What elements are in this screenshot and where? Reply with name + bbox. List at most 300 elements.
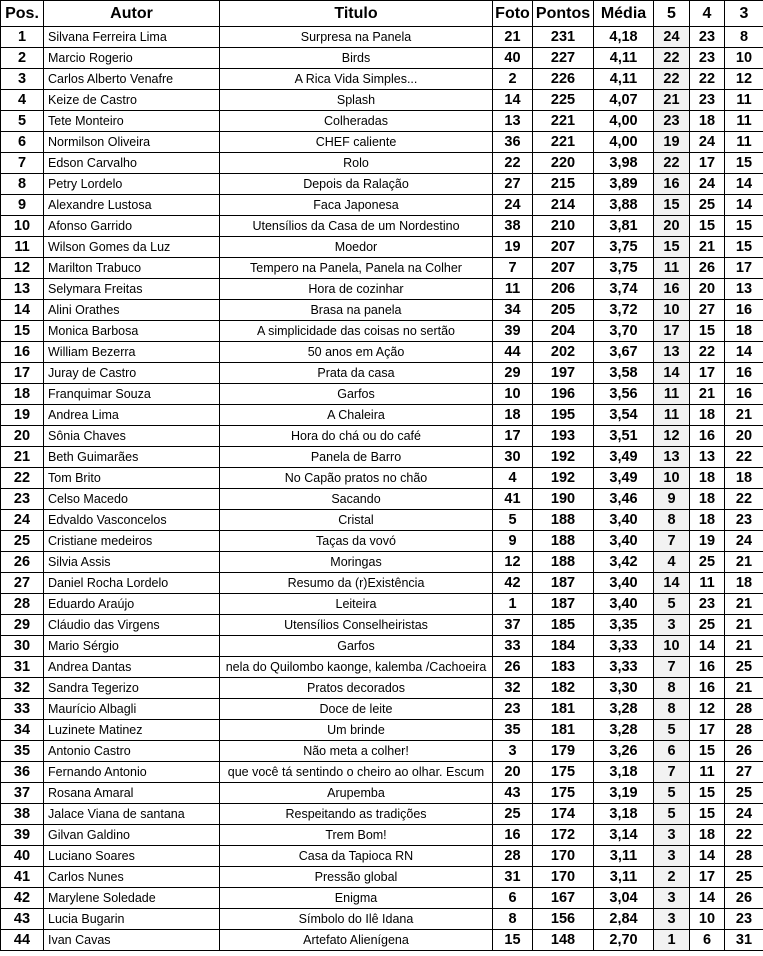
cell-foto: 18 <box>493 405 533 426</box>
cell-media: 3,33 <box>594 636 654 657</box>
cell-pos: 9 <box>1 195 44 216</box>
cell-autor: Marylene Soledade <box>44 888 220 909</box>
cell-pos: 19 <box>1 405 44 426</box>
header-votes-5: 5 <box>654 1 690 27</box>
table-row <box>1 426 763 447</box>
cell-autor: Beth Guimarães <box>44 447 220 468</box>
cell-votes-4: 12 <box>690 699 725 720</box>
cell-pontos: 156 <box>533 909 594 930</box>
cell-votes-5: 13 <box>654 447 690 468</box>
cell-votes-3: 21 <box>725 405 763 426</box>
cell-votes-3: 17 <box>725 258 763 279</box>
cell-votes-5: 3 <box>654 888 690 909</box>
cell-votes-5: 5 <box>654 594 690 615</box>
table-row <box>1 636 763 657</box>
cell-titulo: Utensílios Conselheiristas <box>220 615 493 636</box>
cell-media: 3,67 <box>594 342 654 363</box>
cell-pos: 11 <box>1 237 44 258</box>
cell-votes-5: 3 <box>654 825 690 846</box>
cell-titulo: Enigma <box>220 888 493 909</box>
cell-votes-3: 21 <box>725 615 763 636</box>
cell-votes-4: 17 <box>690 153 725 174</box>
table-row <box>1 321 763 342</box>
cell-autor: Gilvan Galdino <box>44 825 220 846</box>
cell-pos: 40 <box>1 846 44 867</box>
cell-votes-4: 6 <box>690 930 725 951</box>
cell-pos: 25 <box>1 531 44 552</box>
cell-votes-4: 18 <box>690 825 725 846</box>
cell-votes-5: 10 <box>654 636 690 657</box>
cell-votes-4: 17 <box>690 720 725 741</box>
cell-pontos: 202 <box>533 342 594 363</box>
table-row <box>1 657 763 678</box>
table-row <box>1 909 763 930</box>
table-row <box>1 552 763 573</box>
cell-media: 3,58 <box>594 363 654 384</box>
cell-votes-5: 20 <box>654 216 690 237</box>
cell-pos: 28 <box>1 594 44 615</box>
cell-pontos: 188 <box>533 531 594 552</box>
cell-autor: Daniel Rocha Lordelo <box>44 573 220 594</box>
cell-media: 3,11 <box>594 846 654 867</box>
cell-titulo: Leiteira <box>220 594 493 615</box>
cell-titulo: Surpresa na Panela <box>220 27 493 48</box>
cell-votes-4: 18 <box>690 468 725 489</box>
cell-votes-4: 22 <box>690 69 725 90</box>
cell-pos: 14 <box>1 300 44 321</box>
cell-votes-4: 25 <box>690 195 725 216</box>
cell-media: 3,35 <box>594 615 654 636</box>
cell-autor: Cristiane medeiros <box>44 531 220 552</box>
cell-votes-4: 15 <box>690 216 725 237</box>
cell-votes-5: 5 <box>654 783 690 804</box>
cell-pos: 16 <box>1 342 44 363</box>
cell-titulo: Pressão global <box>220 867 493 888</box>
cell-votes-5: 2 <box>654 867 690 888</box>
cell-titulo: Pratos decorados <box>220 678 493 699</box>
cell-pos: 5 <box>1 111 44 132</box>
cell-pontos: 231 <box>533 27 594 48</box>
cell-votes-4: 18 <box>690 405 725 426</box>
cell-votes-3: 28 <box>725 846 763 867</box>
cell-votes-5: 10 <box>654 468 690 489</box>
cell-votes-4: 23 <box>690 27 725 48</box>
cell-votes-5: 13 <box>654 342 690 363</box>
cell-media: 3,72 <box>594 300 654 321</box>
header-media: Média <box>594 1 654 27</box>
cell-autor: Luciano Soares <box>44 846 220 867</box>
table-row <box>1 111 763 132</box>
cell-pontos: 210 <box>533 216 594 237</box>
cell-foto: 7 <box>493 258 533 279</box>
cell-votes-5: 19 <box>654 132 690 153</box>
cell-media: 3,26 <box>594 741 654 762</box>
cell-titulo: Splash <box>220 90 493 111</box>
cell-pontos: 192 <box>533 447 594 468</box>
table-row <box>1 216 763 237</box>
cell-votes-3: 26 <box>725 741 763 762</box>
cell-autor: Antonio Castro <box>44 741 220 762</box>
table-row <box>1 741 763 762</box>
cell-pos: 27 <box>1 573 44 594</box>
cell-pos: 43 <box>1 909 44 930</box>
cell-foto: 21 <box>493 27 533 48</box>
cell-titulo: Não meta a colher! <box>220 741 493 762</box>
cell-media: 3,56 <box>594 384 654 405</box>
cell-foto: 39 <box>493 321 533 342</box>
cell-media: 3,18 <box>594 762 654 783</box>
cell-autor: Fernando Antonio <box>44 762 220 783</box>
cell-pos: 34 <box>1 720 44 741</box>
cell-pos: 26 <box>1 552 44 573</box>
table-row <box>1 510 763 531</box>
cell-votes-4: 14 <box>690 846 725 867</box>
cell-media: 3,70 <box>594 321 654 342</box>
cell-foto: 30 <box>493 447 533 468</box>
cell-foto: 36 <box>493 132 533 153</box>
cell-pontos: 195 <box>533 405 594 426</box>
table-row <box>1 300 763 321</box>
cell-pontos: 226 <box>533 69 594 90</box>
cell-media: 3,98 <box>594 153 654 174</box>
table-row <box>1 678 763 699</box>
cell-votes-4: 19 <box>690 531 725 552</box>
cell-foto: 17 <box>493 426 533 447</box>
cell-pontos: 172 <box>533 825 594 846</box>
cell-votes-3: 12 <box>725 69 763 90</box>
cell-pos: 24 <box>1 510 44 531</box>
cell-pos: 23 <box>1 489 44 510</box>
cell-media: 3,28 <box>594 720 654 741</box>
cell-votes-3: 24 <box>725 804 763 825</box>
cell-votes-3: 21 <box>725 678 763 699</box>
table-row <box>1 825 763 846</box>
cell-autor: Sônia Chaves <box>44 426 220 447</box>
cell-foto: 31 <box>493 867 533 888</box>
cell-titulo: Rolo <box>220 153 493 174</box>
cell-media: 3,81 <box>594 216 654 237</box>
cell-autor: Edson Carvalho <box>44 153 220 174</box>
cell-votes-4: 11 <box>690 573 725 594</box>
cell-media: 3,51 <box>594 426 654 447</box>
cell-titulo: Tempero na Panela, Panela na Colher <box>220 258 493 279</box>
cell-titulo: Doce de leite <box>220 699 493 720</box>
table-body <box>1 27 763 951</box>
cell-autor: Tom Brito <box>44 468 220 489</box>
cell-votes-3: 20 <box>725 426 763 447</box>
cell-titulo: Panela de Barro <box>220 447 493 468</box>
cell-votes-5: 22 <box>654 48 690 69</box>
cell-pontos: 207 <box>533 258 594 279</box>
cell-autor: Normilson Oliveira <box>44 132 220 153</box>
cell-votes-4: 18 <box>690 111 725 132</box>
cell-media: 4,00 <box>594 132 654 153</box>
cell-votes-3: 18 <box>725 573 763 594</box>
cell-media: 4,00 <box>594 111 654 132</box>
cell-votes-5: 23 <box>654 111 690 132</box>
cell-pos: 38 <box>1 804 44 825</box>
cell-votes-4: 11 <box>690 762 725 783</box>
cell-foto: 40 <box>493 48 533 69</box>
cell-titulo: A Rica Vida Simples... <box>220 69 493 90</box>
header-votes-4: 4 <box>690 1 725 27</box>
cell-autor: Tete Monteiro <box>44 111 220 132</box>
cell-votes-4: 17 <box>690 867 725 888</box>
cell-pontos: 205 <box>533 300 594 321</box>
cell-pontos: 187 <box>533 573 594 594</box>
cell-foto: 15 <box>493 930 533 951</box>
cell-pos: 44 <box>1 930 44 951</box>
cell-votes-5: 9 <box>654 489 690 510</box>
cell-votes-4: 13 <box>690 447 725 468</box>
cell-votes-5: 7 <box>654 531 690 552</box>
cell-foto: 32 <box>493 678 533 699</box>
cell-pos: 6 <box>1 132 44 153</box>
cell-media: 4,11 <box>594 69 654 90</box>
cell-votes-5: 7 <box>654 762 690 783</box>
cell-media: 3,18 <box>594 804 654 825</box>
cell-foto: 22 <box>493 153 533 174</box>
cell-votes-3: 28 <box>725 699 763 720</box>
cell-votes-4: 23 <box>690 48 725 69</box>
cell-pos: 7 <box>1 153 44 174</box>
cell-votes-3: 25 <box>725 867 763 888</box>
cell-pontos: 197 <box>533 363 594 384</box>
cell-autor: Juray de Castro <box>44 363 220 384</box>
table-row <box>1 489 763 510</box>
cell-pos: 18 <box>1 384 44 405</box>
cell-foto: 38 <box>493 216 533 237</box>
cell-votes-3: 23 <box>725 510 763 531</box>
cell-votes-5: 4 <box>654 552 690 573</box>
cell-pontos: 220 <box>533 153 594 174</box>
cell-titulo: Birds <box>220 48 493 69</box>
cell-media: 4,18 <box>594 27 654 48</box>
cell-pontos: 181 <box>533 720 594 741</box>
cell-autor: Keize de Castro <box>44 90 220 111</box>
cell-votes-3: 28 <box>725 720 763 741</box>
cell-autor: William Bezerra <box>44 342 220 363</box>
cell-foto: 5 <box>493 510 533 531</box>
cell-autor: Cláudio das Virgens <box>44 615 220 636</box>
cell-foto: 33 <box>493 636 533 657</box>
cell-pos: 15 <box>1 321 44 342</box>
cell-votes-5: 22 <box>654 153 690 174</box>
cell-foto: 6 <box>493 888 533 909</box>
cell-pontos: 170 <box>533 846 594 867</box>
cell-foto: 29 <box>493 363 533 384</box>
cell-titulo: Faca Japonesa <box>220 195 493 216</box>
cell-media: 3,14 <box>594 825 654 846</box>
cell-pontos: 181 <box>533 699 594 720</box>
cell-pos: 22 <box>1 468 44 489</box>
cell-pos: 13 <box>1 279 44 300</box>
cell-foto: 3 <box>493 741 533 762</box>
cell-votes-3: 11 <box>725 111 763 132</box>
cell-autor: Jalace Viana de santana <box>44 804 220 825</box>
cell-media: 3,49 <box>594 468 654 489</box>
cell-votes-4: 24 <box>690 132 725 153</box>
cell-pos: 31 <box>1 657 44 678</box>
cell-media: 2,84 <box>594 909 654 930</box>
cell-pos: 37 <box>1 783 44 804</box>
table-row <box>1 888 763 909</box>
cell-votes-4: 20 <box>690 279 725 300</box>
cell-titulo: Hora do chá ou do café <box>220 426 493 447</box>
cell-media: 3,30 <box>594 678 654 699</box>
cell-autor: Edvaldo Vasconcelos <box>44 510 220 531</box>
cell-autor: Andrea Dantas <box>44 657 220 678</box>
table-row <box>1 804 763 825</box>
cell-votes-3: 21 <box>725 594 763 615</box>
cell-pos: 17 <box>1 363 44 384</box>
header-foto: Foto <box>493 1 533 27</box>
cell-votes-3: 16 <box>725 300 763 321</box>
cell-votes-4: 17 <box>690 363 725 384</box>
cell-votes-3: 25 <box>725 657 763 678</box>
cell-foto: 42 <box>493 573 533 594</box>
cell-autor: Andrea Lima <box>44 405 220 426</box>
cell-pontos: 196 <box>533 384 594 405</box>
cell-media: 3,11 <box>594 867 654 888</box>
cell-votes-3: 22 <box>725 825 763 846</box>
cell-titulo: Cristal <box>220 510 493 531</box>
cell-pos: 4 <box>1 90 44 111</box>
cell-titulo: Artefato Alienígena <box>220 930 493 951</box>
cell-foto: 12 <box>493 552 533 573</box>
cell-foto: 19 <box>493 237 533 258</box>
cell-media: 3,28 <box>594 699 654 720</box>
cell-votes-3: 15 <box>725 237 763 258</box>
cell-votes-4: 27 <box>690 300 725 321</box>
cell-pontos: 225 <box>533 90 594 111</box>
cell-titulo: Moedor <box>220 237 493 258</box>
cell-pos: 39 <box>1 825 44 846</box>
cell-media: 3,33 <box>594 657 654 678</box>
cell-media: 2,70 <box>594 930 654 951</box>
cell-pontos: 190 <box>533 489 594 510</box>
table-row <box>1 279 763 300</box>
cell-foto: 28 <box>493 846 533 867</box>
cell-pontos: 204 <box>533 321 594 342</box>
cell-votes-5: 11 <box>654 384 690 405</box>
cell-titulo: Arupemba <box>220 783 493 804</box>
header-votes-3: 3 <box>725 1 763 27</box>
cell-pontos: 215 <box>533 174 594 195</box>
cell-foto: 26 <box>493 657 533 678</box>
table-row <box>1 867 763 888</box>
cell-votes-5: 16 <box>654 174 690 195</box>
cell-autor: Rosana Amaral <box>44 783 220 804</box>
header-autor: Autor <box>44 1 220 27</box>
cell-titulo: Casa da Tapioca RN <box>220 846 493 867</box>
cell-votes-3: 8 <box>725 27 763 48</box>
cell-titulo: CHEF caliente <box>220 132 493 153</box>
cell-votes-5: 15 <box>654 237 690 258</box>
cell-media: 3,42 <box>594 552 654 573</box>
cell-votes-4: 15 <box>690 741 725 762</box>
table-row <box>1 384 763 405</box>
cell-pos: 3 <box>1 69 44 90</box>
cell-autor: Monica Barbosa <box>44 321 220 342</box>
cell-media: 4,07 <box>594 90 654 111</box>
cell-media: 3,74 <box>594 279 654 300</box>
cell-media: 3,40 <box>594 531 654 552</box>
cell-votes-3: 14 <box>725 174 763 195</box>
table-row <box>1 699 763 720</box>
cell-titulo: Símbolo do Ilê Idana <box>220 909 493 930</box>
cell-votes-3: 27 <box>725 762 763 783</box>
cell-titulo: A simplicidade das coisas no sertão <box>220 321 493 342</box>
cell-votes-5: 11 <box>654 405 690 426</box>
cell-votes-5: 3 <box>654 909 690 930</box>
cell-votes-4: 25 <box>690 615 725 636</box>
cell-titulo: No Capão pratos no chão <box>220 468 493 489</box>
cell-pos: 12 <box>1 258 44 279</box>
table-row <box>1 258 763 279</box>
cell-votes-5: 22 <box>654 69 690 90</box>
cell-autor: Franquimar Souza <box>44 384 220 405</box>
cell-votes-4: 14 <box>690 888 725 909</box>
cell-votes-3: 14 <box>725 342 763 363</box>
cell-votes-5: 5 <box>654 720 690 741</box>
cell-foto: 11 <box>493 279 533 300</box>
cell-titulo: Trem Bom! <box>220 825 493 846</box>
cell-foto: 8 <box>493 909 533 930</box>
cell-pontos: 183 <box>533 657 594 678</box>
cell-titulo: Moringas <box>220 552 493 573</box>
table-row <box>1 48 763 69</box>
table-row <box>1 90 763 111</box>
cell-titulo: 50 anos em Ação <box>220 342 493 363</box>
cell-autor: Carlos Alberto Venafre <box>44 69 220 90</box>
table-row <box>1 846 763 867</box>
cell-pontos: 187 <box>533 594 594 615</box>
cell-pontos: 188 <box>533 552 594 573</box>
cell-pontos: 167 <box>533 888 594 909</box>
cell-foto: 27 <box>493 174 533 195</box>
cell-foto: 43 <box>493 783 533 804</box>
cell-pos: 29 <box>1 615 44 636</box>
cell-votes-3: 15 <box>725 216 763 237</box>
table-row <box>1 27 763 48</box>
cell-autor: Luzinete Matinez <box>44 720 220 741</box>
cell-votes-5: 10 <box>654 300 690 321</box>
cell-pos: 33 <box>1 699 44 720</box>
cell-votes-5: 8 <box>654 510 690 531</box>
cell-foto: 35 <box>493 720 533 741</box>
table-row <box>1 69 763 90</box>
cell-votes-3: 31 <box>725 930 763 951</box>
cell-media: 3,19 <box>594 783 654 804</box>
cell-votes-5: 8 <box>654 678 690 699</box>
table-row <box>1 237 763 258</box>
cell-votes-4: 16 <box>690 657 725 678</box>
cell-foto: 10 <box>493 384 533 405</box>
cell-titulo: Sacando <box>220 489 493 510</box>
cell-foto: 44 <box>493 342 533 363</box>
cell-titulo: Colheradas <box>220 111 493 132</box>
cell-autor: Petry Lordelo <box>44 174 220 195</box>
cell-votes-3: 24 <box>725 531 763 552</box>
cell-pontos: 175 <box>533 783 594 804</box>
cell-pontos: 207 <box>533 237 594 258</box>
table-row <box>1 447 763 468</box>
cell-autor: Carlos Nunes <box>44 867 220 888</box>
cell-media: 3,04 <box>594 888 654 909</box>
cell-titulo: Depois da Ralação <box>220 174 493 195</box>
cell-pontos: 221 <box>533 111 594 132</box>
